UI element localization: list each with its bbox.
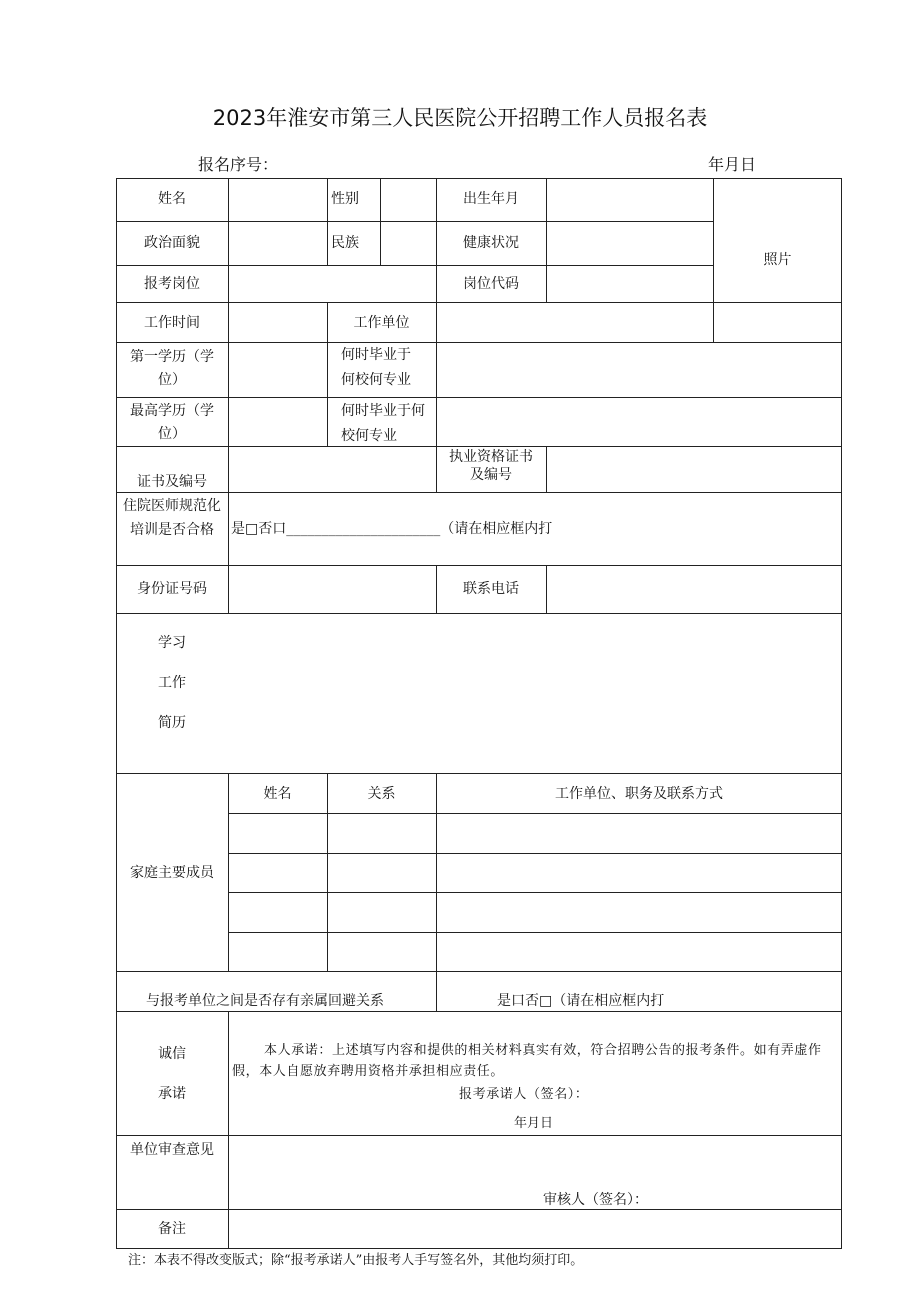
certificate-number-label: 证书及编号 [137,474,207,490]
first-education-label-line1: 第一学历（学 [130,349,214,365]
reviewer-signature-label: 审核人（签名）： [543,1192,648,1208]
integrity-promise-text: 本人承诺：上述填写内容和提供的相关材料真实有效，符合招聘公告的报考条件。如有弄虚作假，本人自愿放弃聘用资格并承担相应责任。 [232,1043,822,1079]
avoidance-label: 与报考单位之间是否存有亲属回避关系 [146,993,384,1009]
health-label: 健康状况 [463,235,519,251]
politics-label: 政治面貌 [144,235,200,251]
position-code-label: 岗位代码 [463,276,519,292]
work-time-label: 工作时间 [144,315,200,331]
id-number-label: 身份证号码 [137,581,207,597]
qualification-label-line1: 执业资格证书 [449,449,533,465]
work-unit-label: 工作单位 [353,315,410,331]
highest-education-label-line2: 位） [158,426,186,442]
header-date-label: 年月日 [708,155,757,174]
footnote: 注：本表不得改变版式；除“报考承诺人”由报考人手写签名外，其他均须打印。 [128,1253,584,1268]
unit-review-label: 单位审查意见 [130,1142,214,1158]
integrity-label-line1: 诚信 [158,1046,186,1062]
resume-label-line2: 工作 [158,675,186,691]
family-header-name: 姓名 [263,786,292,802]
photo-label: 照片 [763,252,792,268]
resume-label-line1: 学习 [158,635,186,651]
highest-education-label-line1: 最高学历（学 [130,403,214,419]
ethnic-label: 民族 [331,235,359,251]
position-label: 报考岗位 [144,276,200,292]
training-label-line2: 培训是否合格 [130,522,214,538]
promise-signer-label: 报考承诺人（签名）： [459,1087,589,1102]
training-answer-text: 是□否口______________________（请在相应框内打 [231,521,553,537]
remarks-label: 备注 [158,1221,186,1237]
resume-label-line3: 简历 [158,715,186,731]
birth-label: 出生年月 [463,191,519,207]
qualification-label-line2: 及编号 [470,467,512,483]
integrity-label-line2: 承诺 [158,1086,186,1102]
highest-school-label-line2: 校何专业 [341,428,397,444]
family-members-label: 家庭主要成员 [130,865,214,881]
serial-number-label: 报名序号： [198,155,279,174]
family-header-relation: 关系 [367,786,396,802]
form-title: 2023年淮安市第三人民医院公开招聘工作人员报名表 [212,106,708,130]
avoidance-answer-text: 是口否□（请在相应框内打 [497,993,665,1009]
phone-label: 联系电话 [463,581,519,597]
promise-date-label: 年月日 [514,1116,554,1131]
first-education-label-line2: 位） [158,372,186,388]
training-label-line1: 住院医师规范化 [123,498,221,514]
gender-label: 性别 [331,191,359,207]
highest-school-label-line1: 何时毕业于何 [341,403,425,419]
family-header-workplace: 工作单位、职务及联系方式 [555,786,723,802]
first-school-label-line1: 何时毕业于 [341,347,411,363]
name-label: 姓名 [158,191,186,207]
first-school-label-line2: 何校何专业 [341,372,411,388]
